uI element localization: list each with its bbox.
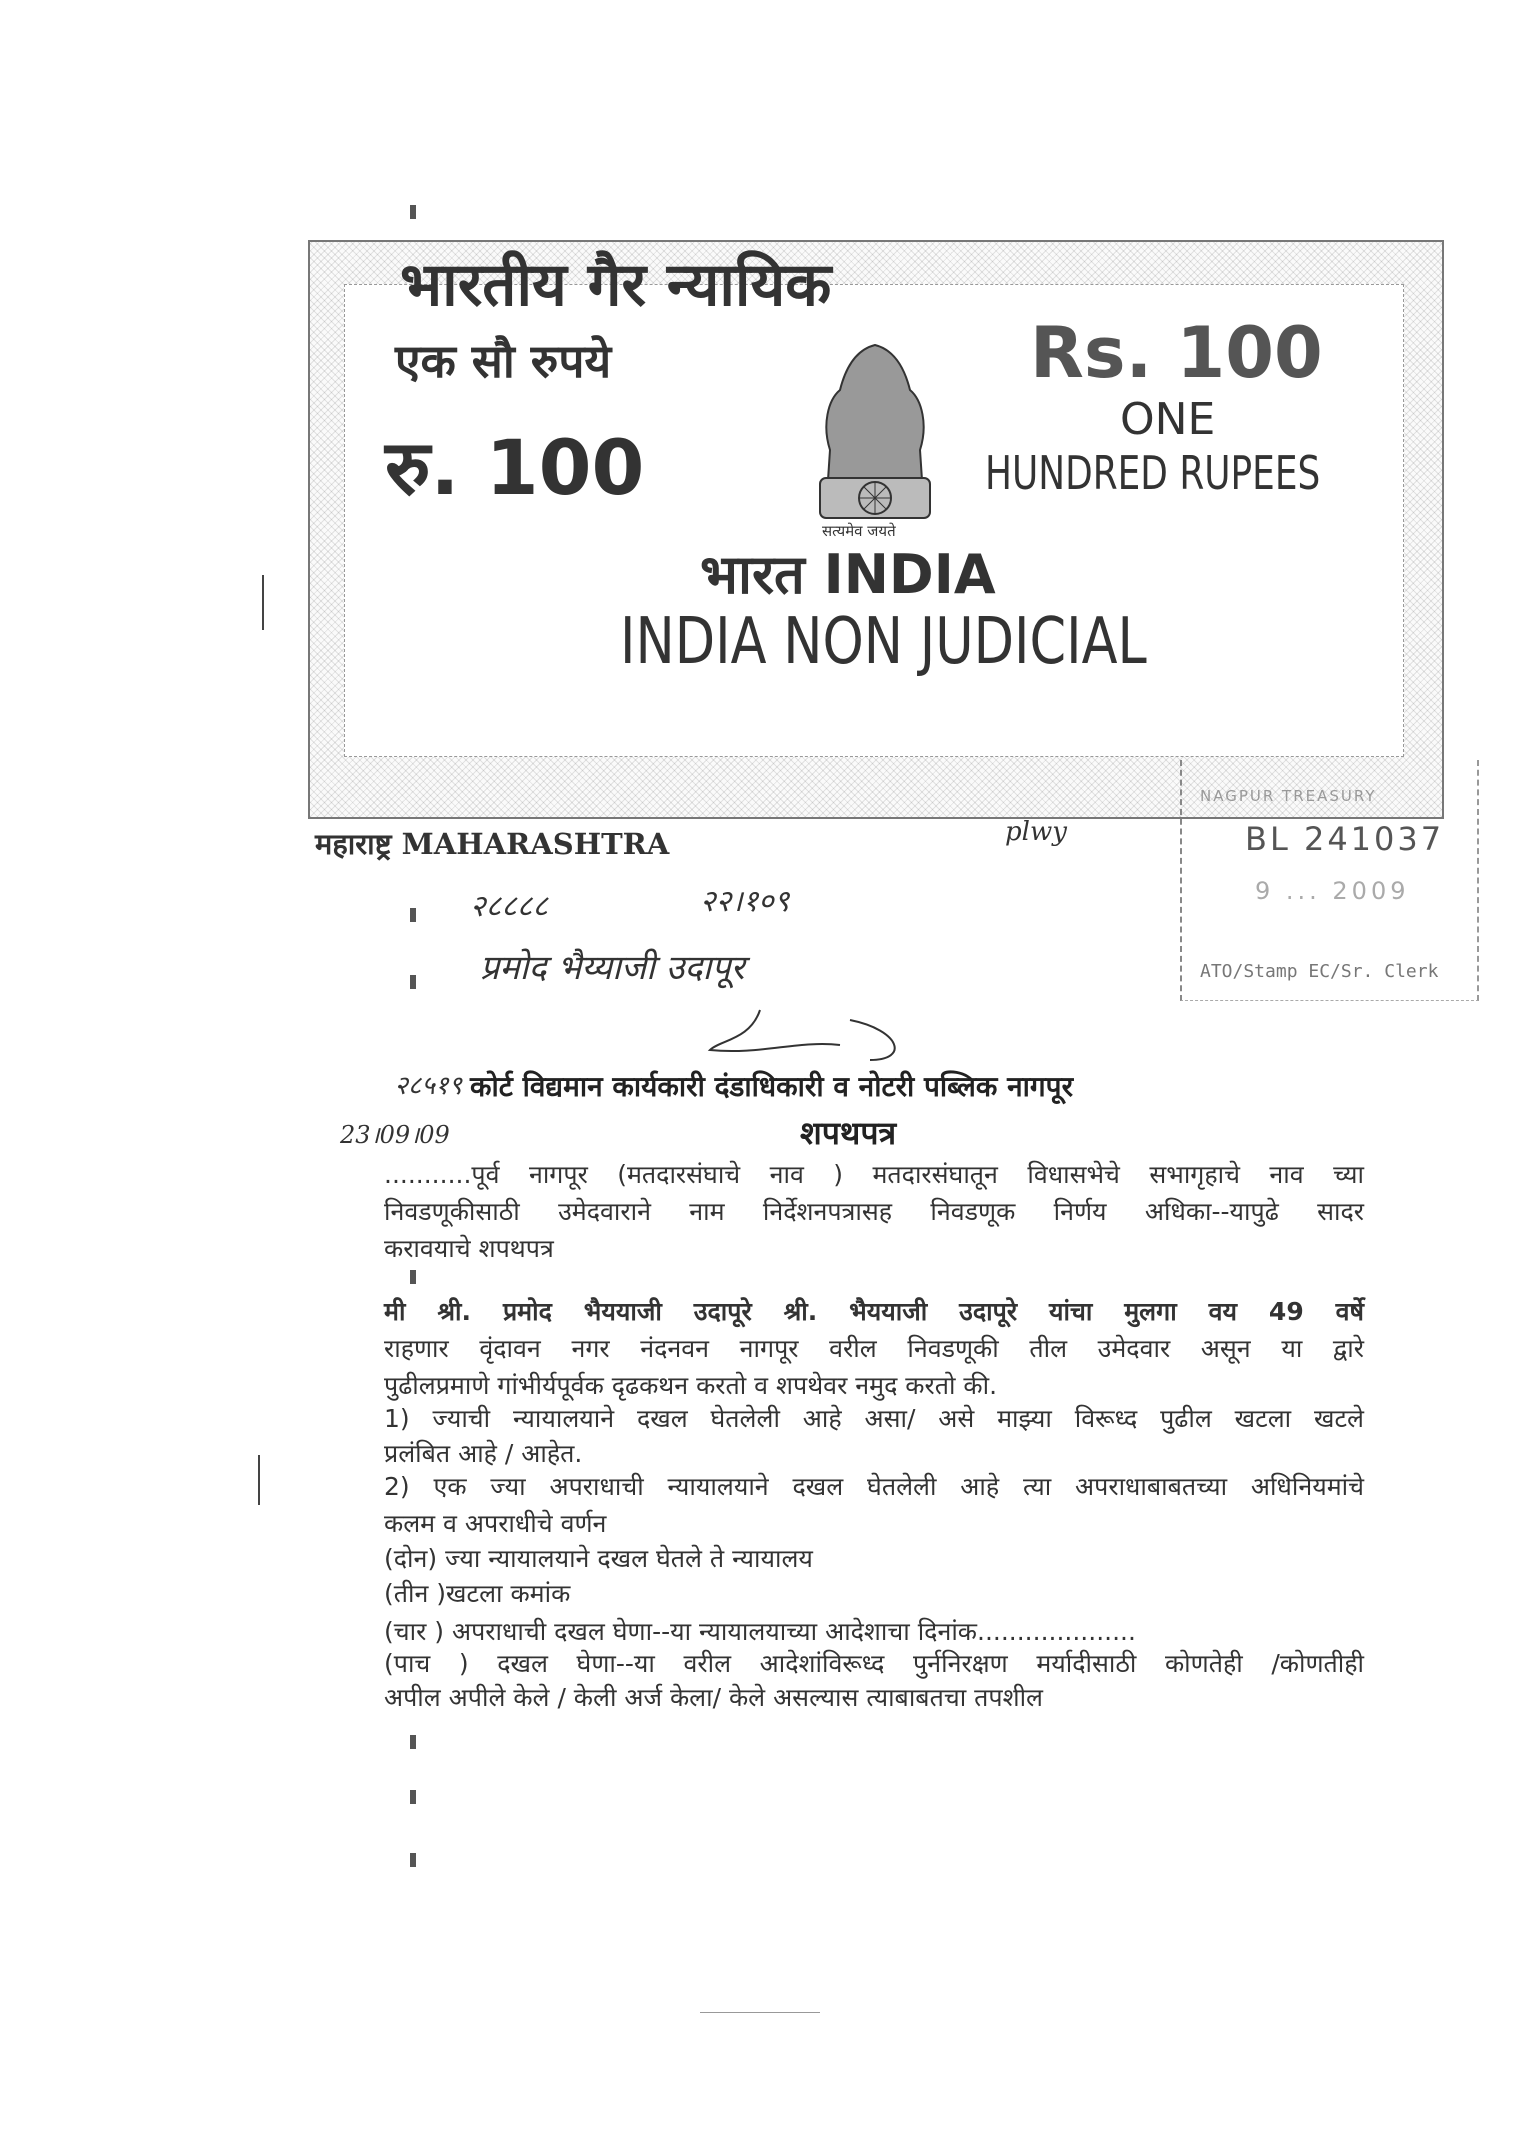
stamp-non-judicial: INDIA NON JUDICIAL [620, 605, 1147, 679]
margin-mark [410, 1270, 416, 1284]
stamp-amount-words-hindi: एक सौ रुपये [395, 334, 612, 388]
treasury-header: NAGPUR TREASURY [1200, 787, 1377, 805]
handwritten-name: प्रमोद भैय्याजी उदापूर [480, 948, 745, 988]
item-line: (चार ) अपराधाची दखल घेणा--या न्यायालयाच्या आदेशाचा दिनांक.................... [384, 1617, 1136, 1646]
vendor-initials: plwy [1005, 817, 1067, 847]
stamp-one: ONE [1120, 394, 1216, 445]
item-line: कलम व अपराधीचे वर्णन [384, 1509, 607, 1538]
item-line: 1) ज्याची न्यायालयाने दखल घेतलेली आहे असा/ असे माझ्या विरूध्द पुढील खटला खटले [384, 1404, 1364, 1433]
stamp-office: ATO/Stamp EC/Sr. Clerk [1200, 961, 1439, 982]
scan-artifact-line [262, 575, 264, 630]
court-heading: कोर्ट विद्यमान कार्यकारी दंडाधिकारी व नोटरी पब्लिक नागपूर [470, 1070, 1074, 1103]
stamp-title-hindi: भारतीय गैर न्यायिक [400, 250, 832, 320]
margin-mark [410, 205, 416, 219]
item-line: (दोन) ज्या न्यायालयाने दखल घेतले ते न्यायालय [384, 1544, 813, 1573]
scan-artifact-line [700, 2012, 820, 2013]
stamp-motto: सत्यमेव जयते [822, 522, 896, 540]
margin-note-number: २८५१९ [394, 1071, 462, 1101]
declaration-line: मी श्री. प्रमोद भैययाजी उदापूरे श्री. भैययाजी उदापूरे यांचा मुलगा वय 49 वर्षे [384, 1297, 1364, 1326]
ashoka-emblem-icon [800, 340, 950, 525]
declaration-line: राहणार वृंदावन नगर नंदनवन नागपूर वरील निवडणूकी तील उमेदवार असून या द्वारे [384, 1334, 1364, 1363]
margin-note-date: 23।09।09 [340, 1121, 450, 1149]
item-line: अपील अपीले केले / केली अर्ज केला/ केले असल्यास त्याबाबतचा तपशील [384, 1683, 1043, 1712]
stamp-amount-hindi: रु. 100 [385, 423, 645, 512]
stamp-date: 9 ... 2009 [1255, 877, 1410, 905]
item-line: (तीन )खटला कमांक [384, 1579, 571, 1608]
handwritten-squiggle-icon [600, 1000, 920, 1070]
intro-line: ...........पूर्व नागपूर (मतदारसंघाचे नाव ) मतदारसंघातून विधासभेचे सभागृहाचे नाव च्या [384, 1160, 1364, 1189]
margin-mark [410, 908, 416, 922]
stamp-bharat-india: भारत INDIA [700, 543, 996, 606]
margin-mark [410, 1735, 416, 1749]
margin-mark [410, 1790, 416, 1804]
item-line: 2) एक ज्या अपराधाची न्यायालयाने दखल घेतलेली आहे त्या अपराधाबाबतच्या अधिनियमांचे [384, 1472, 1364, 1501]
margin-mark [410, 975, 416, 989]
stamp-amount-english: Rs. 100 [1030, 312, 1323, 394]
handwritten-reg-date: २२।१०९ [700, 884, 790, 919]
intro-line: करावयाचे शपथपत्र [384, 1234, 554, 1263]
stamp-state: महाराष्ट्र MAHARASHTRA [315, 827, 670, 861]
margin-mark [410, 1853, 416, 1867]
stamp-serial-number: BL 241037 [1245, 820, 1445, 858]
declaration-line: पुढीलप्रमाणे गांभीर्यपूर्वक दृढकथन करतो व शपथेवर नमुद करतो की. [384, 1371, 998, 1400]
intro-line: निवडणूकीसाठी उमेदवाराने नाम निर्देशनपत्रासह निवडणूक निर्णय अधिका--यापुढे सादर [384, 1197, 1364, 1226]
item-line: (पाच ) दखल घेणा--या वरील आदेशांविरूध्द पुर्ननिरक्षण मर्यादीसाठी कोणतेही /कोणतीही [384, 1649, 1364, 1678]
handwritten-reg-no: २८८८८ [470, 889, 548, 924]
stamp-hundred-rupees: HUNDRED RUPEES [985, 446, 1321, 500]
item-line: प्रलंबित आहे / आहेत. [384, 1439, 583, 1468]
document-title: शपथपत्र [800, 1114, 897, 1152]
scan-artifact-line [258, 1455, 260, 1505]
